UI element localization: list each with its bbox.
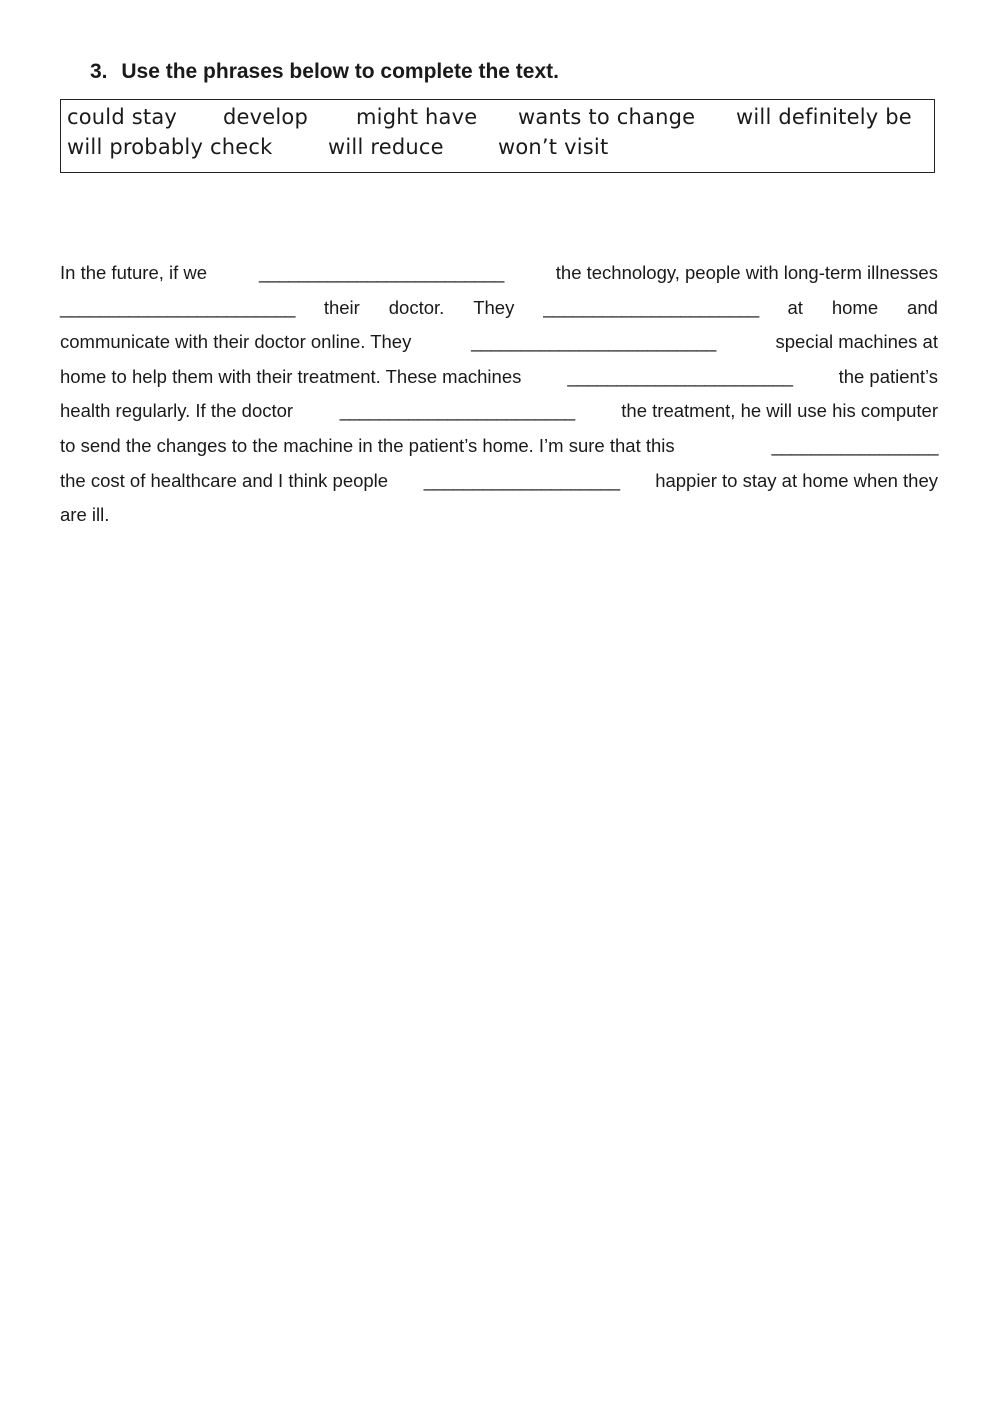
passage-text: communicate with their doctor online. They	[60, 331, 412, 353]
passage-text: the technology, people with long-term illnesses	[555, 262, 938, 283]
word-bank-box	[60, 99, 935, 173]
passage-text: their	[323, 296, 360, 318]
passage-line	[60, 429, 938, 464]
passage-line	[60, 256, 938, 291]
answer-blank[interactable]: _________________	[771, 434, 938, 456]
passage-text: In the future, if we	[60, 262, 208, 283]
passage-line	[60, 464, 938, 499]
passage-line	[60, 394, 938, 429]
word-bank-item[interactable]: wants to change	[518, 105, 696, 129]
cloze-passage	[60, 256, 938, 533]
word-bank-item[interactable]: might have	[356, 105, 478, 129]
answer-blank[interactable]: _________________________	[259, 262, 504, 283]
passage-line	[60, 325, 938, 360]
answer-blank[interactable]: ________________________	[60, 296, 295, 318]
word-bank-item[interactable]: won’t visit	[498, 135, 609, 159]
passage-line	[60, 360, 938, 395]
passage-text: the treatment, he will use his computer	[621, 400, 938, 422]
passage-text: special machines at	[775, 331, 938, 353]
exercise-heading	[90, 60, 559, 84]
answer-blank[interactable]: _______________________	[567, 365, 793, 387]
answer-blank[interactable]: _________________________	[471, 331, 716, 353]
word-bank-item[interactable]: will definitely be	[736, 105, 912, 129]
exercise-number: 3.	[90, 60, 108, 83]
passage-text: and	[907, 296, 938, 318]
passage-text: at	[787, 296, 803, 318]
word-bank-item[interactable]: will reduce	[328, 135, 444, 159]
answer-blank[interactable]: ____________________	[423, 469, 620, 491]
word-bank-item[interactable]: will probably check	[67, 135, 273, 159]
passage-line	[60, 291, 938, 326]
passage-text: home to help them with their treatment. These machines	[60, 365, 522, 387]
exercise-instruction: Use the phrases below to complete the text.	[121, 60, 559, 83]
passage-text: the patient’s	[838, 365, 938, 387]
passage-text: health regularly. If the doctor	[60, 400, 294, 422]
passage-text: home	[831, 296, 879, 318]
answer-blank[interactable]: ______________________	[543, 296, 759, 318]
word-bank-item[interactable]: could stay	[67, 105, 178, 129]
passage-text: to send the changes to the machine in the patient’s home. I’m sure that this	[60, 434, 675, 456]
passage-text: happier to stay at home when they	[655, 469, 938, 491]
passage-text: the cost of healthcare and I think people	[60, 469, 389, 491]
passage-text: doctor.	[388, 296, 445, 318]
passage-text: are ill.	[60, 504, 110, 526]
passage-text: They	[473, 296, 515, 318]
word-bank-item[interactable]: develop	[223, 105, 309, 129]
passage-line	[60, 498, 938, 533]
answer-blank[interactable]: ________________________	[339, 400, 575, 422]
